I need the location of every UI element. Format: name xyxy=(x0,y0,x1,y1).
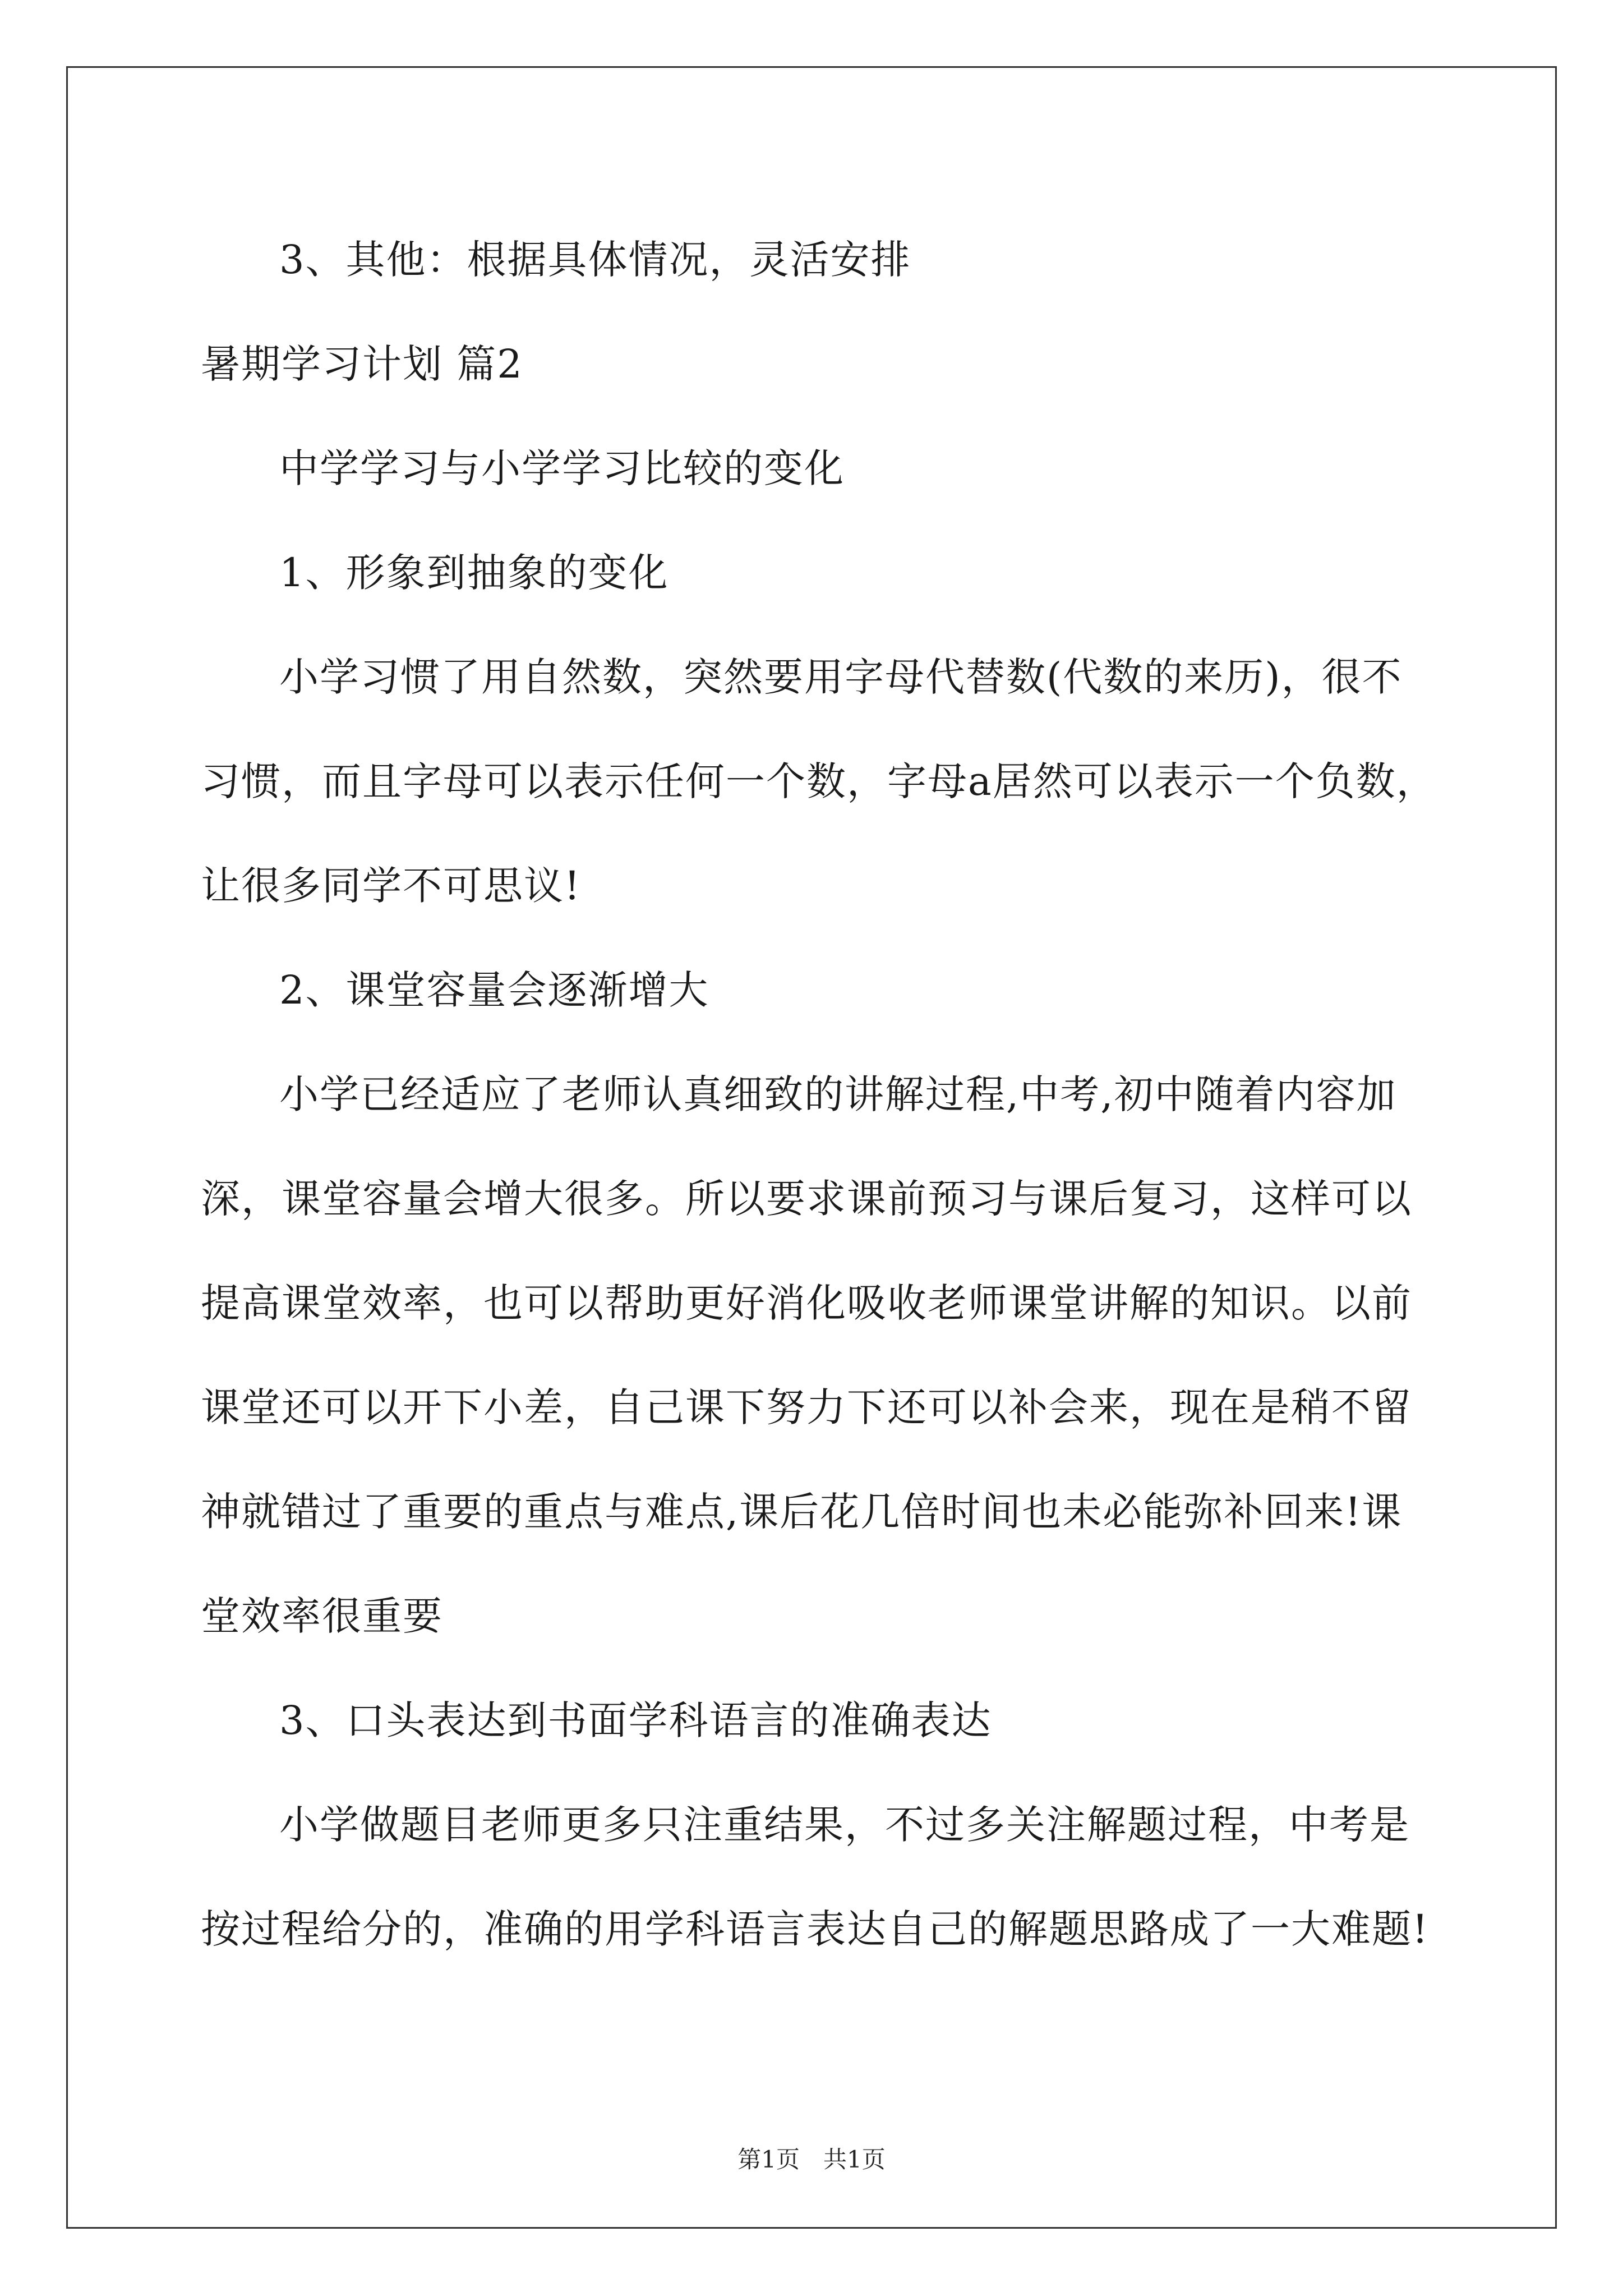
paragraph-line: 深，课堂容量会增大很多。所以要求课前预习与课后复习，这样可以 xyxy=(201,1176,1412,1222)
paragraph-line: 2、课堂容量会逐渐增大 xyxy=(279,967,709,1013)
paragraph-line: 按过程给分的，准确的用学科语言表达自己的解题思路成了一大难题! xyxy=(201,1906,1430,1952)
paragraph-line: 3、口头表达到书面学科语言的准确表达 xyxy=(279,1697,992,1743)
paragraph-line: 小学已经适应了老师认真细致的讲解过程,中考,初中随着内容加 xyxy=(279,1071,1397,1117)
paragraph-line: 神就错过了重要的重点与难点,课后花几倍时间也未必能弥补回来!课 xyxy=(201,1489,1403,1535)
paragraph-line: 小学习惯了用自然数，突然要用字母代替数(代数的来历)，很不 xyxy=(279,654,1403,700)
paragraph-line: 课堂还可以开下小差，自己课下努力下还可以补会来，现在是稍不留 xyxy=(201,1384,1412,1430)
page-number-footer: 第1页 共1页 xyxy=(737,2146,886,2173)
document-body xyxy=(201,208,1435,1981)
paragraph-line: 1、形象到抽象的变化 xyxy=(279,550,669,596)
paragraph-line: 让很多同学不可思议! xyxy=(201,863,582,909)
paragraph-line: 堂效率很重要 xyxy=(201,1593,443,1639)
paragraph-line: 中学学习与小学学习比较的变化 xyxy=(279,445,845,491)
section-heading: 暑期学习计划 篇2 xyxy=(201,341,523,387)
paragraph-line: 3、其他：根据具体情况，灵活安排 xyxy=(279,237,911,283)
paragraph-line: 习惯，而且字母可以表示任何一个数，字母a居然可以表示一个负数， xyxy=(201,758,1437,804)
paragraph-line: 小学做题目老师更多只注重结果，不过多关注解题过程，中考是 xyxy=(279,1802,1410,1848)
paragraph-line: 提高课堂效率，也可以帮助更好消化吸收老师课堂讲解的知识。以前 xyxy=(201,1280,1412,1326)
